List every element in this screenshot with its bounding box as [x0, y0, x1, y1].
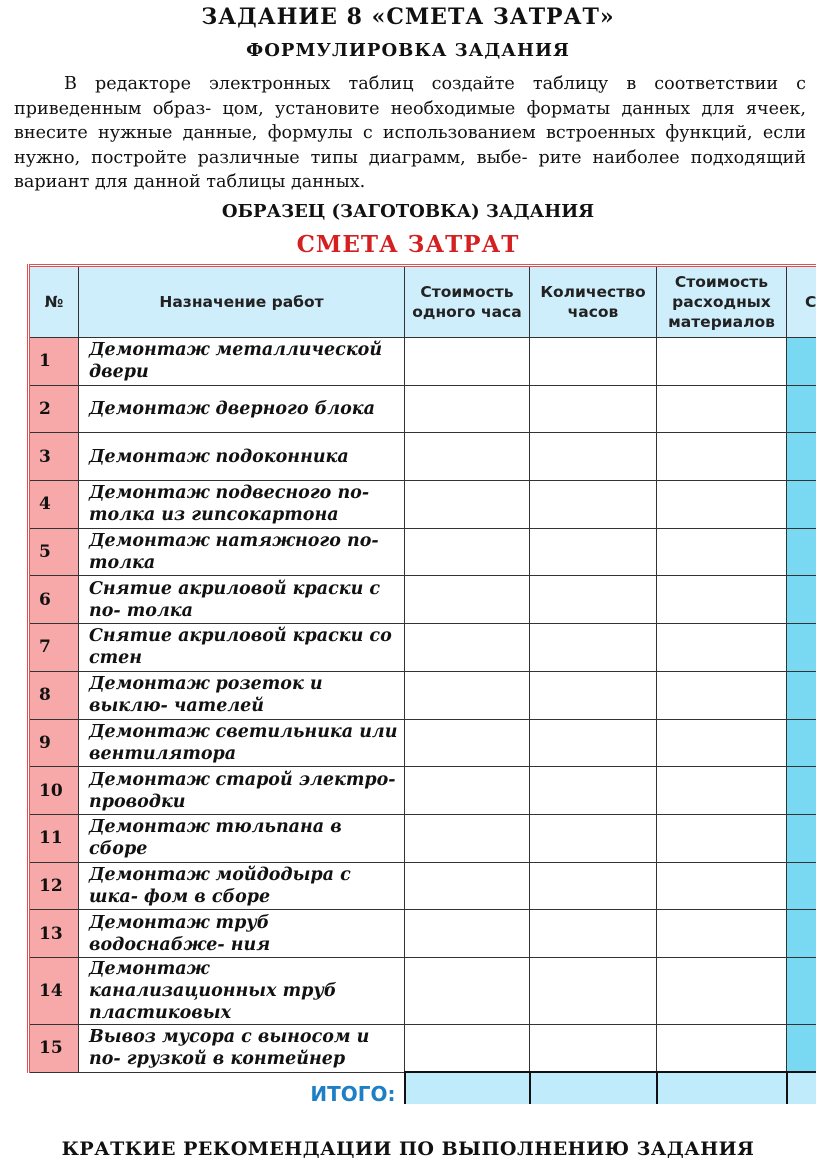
work-name-cell: Демонтаж металлической двери	[79, 338, 405, 386]
table-row	[29, 1024, 816, 1072]
partial-column-cell[interactable]	[787, 576, 816, 624]
work-name-cell: Демонтаж светильника или вентилятора	[79, 719, 405, 767]
row-number-cell: 7	[29, 624, 79, 672]
work-name-cell: Демонтаж подвесного по- толка из гипсокартона	[79, 481, 405, 529]
work-name-cell: Демонтаж розеток и выклю- чателей	[79, 671, 405, 719]
hour-cost-cell[interactable]	[405, 528, 530, 576]
row-number-cell: 6	[29, 576, 79, 624]
hours-count-cell[interactable]	[530, 862, 657, 910]
materials-cost-cell[interactable]	[657, 719, 787, 767]
task-description: В редакторе электронных таблиц создайте таблицу в соответствии с приведенным образ- цом, установите необходимые форматы данных для ячеек, внесите нужные данные, формулы с использованием встроенных функций, если нужно, постройте различные типы диаграмм, выбе- рите наиболее подходящий вариант для данной таблицы данных.	[14, 74, 806, 193]
work-name-cell: Демонтаж старой электро- проводки	[79, 767, 405, 815]
hour-cost-cell[interactable]	[405, 814, 530, 862]
materials-cost-cell[interactable]	[657, 862, 787, 910]
work-name-cell: Демонтаж подоконника	[79, 433, 405, 481]
row-number-cell: 4	[29, 481, 79, 529]
row-number-cell: 14	[29, 957, 79, 1024]
hours-count-cell[interactable]	[530, 814, 657, 862]
row-number-cell: 13	[29, 910, 79, 958]
total-partial-cell[interactable]	[787, 1072, 816, 1104]
table-body	[29, 338, 816, 1105]
hours-count-cell[interactable]	[530, 910, 657, 958]
hour-cost-cell[interactable]	[405, 671, 530, 719]
header-materials-cost: Стоимость расходных материалов	[657, 266, 787, 338]
hours-count-cell[interactable]	[530, 528, 657, 576]
hour-cost-cell[interactable]	[405, 576, 530, 624]
work-name-cell: Демонтаж натяжного по- толка	[79, 528, 405, 576]
work-name-cell: Демонтаж тюльпана в сборе	[79, 814, 405, 862]
header-partial-column: С	[787, 266, 816, 338]
hours-count-cell[interactable]	[530, 767, 657, 815]
work-name-cell: Демонтаж канализационных труб пластиковых	[79, 957, 405, 1024]
work-name-cell: Снятие акриловой краски со стен	[79, 624, 405, 672]
table-row	[29, 385, 816, 433]
materials-cost-cell[interactable]	[657, 433, 787, 481]
row-number-cell: 12	[29, 862, 79, 910]
table-row	[29, 433, 816, 481]
header-hour-cost: Стоимость одного часа	[405, 266, 530, 338]
table-row	[29, 910, 816, 958]
hour-cost-cell[interactable]	[405, 862, 530, 910]
row-number-cell: 2	[29, 385, 79, 433]
hours-count-cell[interactable]	[530, 624, 657, 672]
total-hours-cell[interactable]	[530, 1072, 657, 1104]
hour-cost-cell[interactable]	[405, 385, 530, 433]
hour-cost-cell[interactable]	[405, 433, 530, 481]
total-materials-cell[interactable]	[657, 1072, 787, 1104]
total-row	[29, 1072, 816, 1104]
table-row	[29, 528, 816, 576]
table-row	[29, 624, 816, 672]
work-name-cell: Демонтаж дверного блока	[79, 385, 405, 433]
sample-heading: ОБРАЗЕЦ (ЗАГОТОВКА) ЗАДАНИЯ	[221, 201, 595, 222]
hours-count-cell[interactable]	[530, 957, 657, 1024]
partial-column-cell[interactable]	[787, 528, 816, 576]
table-row	[29, 719, 816, 767]
row-number-cell: 8	[29, 671, 79, 719]
hours-count-cell[interactable]	[530, 338, 657, 386]
work-name-cell: Демонтаж мойдодыра с шка- фом в сборе	[79, 862, 405, 910]
row-number-cell: 1	[29, 338, 79, 386]
materials-cost-cell[interactable]	[657, 910, 787, 958]
total-hour-cost-cell[interactable]	[405, 1072, 530, 1104]
header-work-name: Назначение работ	[79, 266, 405, 338]
hour-cost-cell[interactable]	[405, 957, 530, 1024]
table-row	[29, 862, 816, 910]
row-number-cell: 5	[29, 528, 79, 576]
partial-column-cell[interactable]	[787, 385, 816, 433]
hour-cost-cell[interactable]	[405, 624, 530, 672]
partial-column-cell[interactable]	[787, 719, 816, 767]
hour-cost-cell[interactable]	[405, 338, 530, 386]
hours-count-cell[interactable]	[530, 671, 657, 719]
materials-cost-cell[interactable]	[657, 528, 787, 576]
materials-cost-cell[interactable]	[657, 385, 787, 433]
partial-column-cell[interactable]	[787, 862, 816, 910]
hour-cost-cell[interactable]	[405, 719, 530, 767]
row-number-cell: 11	[29, 814, 79, 862]
table-row	[29, 481, 816, 529]
row-number-cell: 9	[29, 719, 79, 767]
table-row	[29, 957, 816, 1024]
row-number-cell: 3	[29, 433, 79, 481]
materials-cost-cell[interactable]	[657, 338, 787, 386]
materials-cost-cell[interactable]	[657, 1024, 787, 1072]
header-number: №	[29, 266, 79, 338]
partial-column-cell[interactable]	[787, 481, 816, 529]
table-row	[29, 671, 816, 719]
table-row	[29, 576, 816, 624]
hours-count-cell[interactable]	[530, 576, 657, 624]
hours-count-cell[interactable]	[530, 719, 657, 767]
partial-column-cell[interactable]	[787, 624, 816, 672]
hour-cost-cell[interactable]	[405, 481, 530, 529]
materials-cost-cell[interactable]	[657, 767, 787, 815]
partial-column-cell[interactable]	[787, 671, 816, 719]
materials-cost-cell[interactable]	[657, 481, 787, 529]
table-row	[29, 767, 816, 815]
work-name-cell: Снятие акриловой краски с по- толка	[79, 576, 405, 624]
estimate-table	[27, 264, 816, 1104]
partial-column-cell[interactable]	[787, 767, 816, 815]
hours-count-cell[interactable]	[530, 1024, 657, 1072]
table-header-row	[29, 266, 816, 338]
materials-cost-cell[interactable]	[657, 957, 787, 1024]
recommendations-heading: КРАТКИЕ РЕКОМЕНДАЦИИ ПО ВЫПОЛНЕНИЮ ЗАДАНИЯ	[61, 1138, 755, 1160]
page-title: ЗАДАНИЕ 8 «СМЕТА ЗАТРАТ»	[201, 4, 615, 30]
table-row	[29, 338, 816, 386]
partial-column-cell[interactable]	[787, 814, 816, 862]
total-blank-cell	[29, 1072, 79, 1104]
partial-column-cell[interactable]	[787, 1024, 816, 1072]
total-label: ИТОГО:	[310, 1082, 396, 1104]
section-subtitle: ФОРМУЛИРОВКА ЗАДАНИЯ	[246, 40, 570, 61]
materials-cost-cell[interactable]	[657, 576, 787, 624]
hours-count-cell[interactable]	[530, 433, 657, 481]
table-row	[29, 814, 816, 862]
partial-column-cell[interactable]	[787, 910, 816, 958]
row-number-cell: 10	[29, 767, 79, 815]
hours-count-cell[interactable]	[530, 385, 657, 433]
work-name-cell: Демонтаж труб водоснабже- ния	[79, 910, 405, 958]
estimate-title: СМЕТА ЗАТРАТ	[296, 231, 520, 258]
work-name-cell: Вывоз мусора с выносом и по- грузкой в контейнер	[79, 1024, 405, 1072]
hour-cost-cell[interactable]	[405, 910, 530, 958]
partial-column-cell[interactable]	[787, 957, 816, 1024]
row-number-cell: 15	[29, 1024, 79, 1072]
header-hours-count: Количество часов	[530, 266, 657, 338]
hour-cost-cell[interactable]	[405, 767, 530, 815]
hours-count-cell[interactable]	[530, 481, 657, 529]
materials-cost-cell[interactable]	[657, 814, 787, 862]
materials-cost-cell[interactable]	[657, 624, 787, 672]
partial-column-cell[interactable]	[787, 433, 816, 481]
estimate-table-container	[27, 264, 816, 1104]
partial-column-cell[interactable]	[787, 338, 816, 386]
hour-cost-cell[interactable]	[405, 1024, 530, 1072]
materials-cost-cell[interactable]	[657, 671, 787, 719]
